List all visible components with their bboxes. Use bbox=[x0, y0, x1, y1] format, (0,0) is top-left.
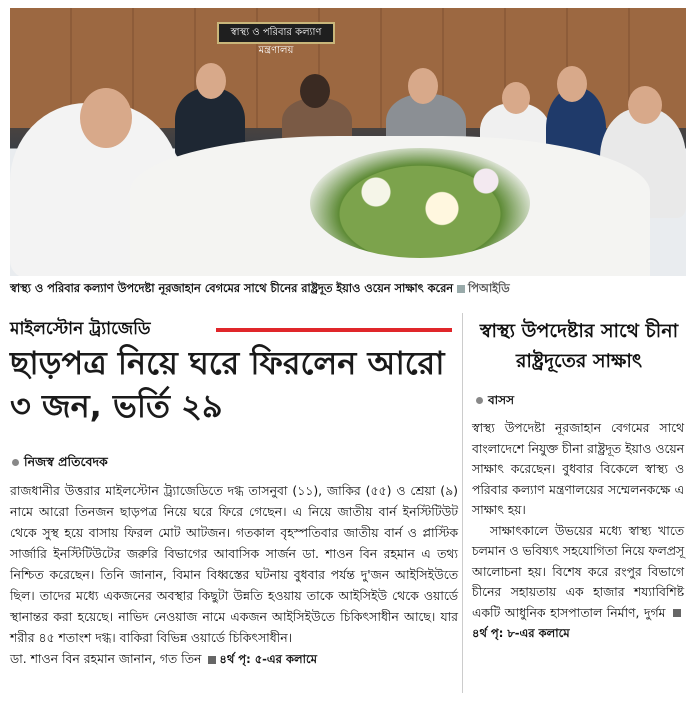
kicker-rule bbox=[216, 328, 452, 332]
news-photo bbox=[10, 8, 686, 276]
side-jump-link[interactable]: ৪র্থ পৃ: ৮-এর কলামে bbox=[472, 626, 570, 640]
main-story-body bbox=[10, 480, 458, 670]
photo-banner: স্বাস্থ্য ও পরিবার কল্যাণ মন্ত্রণালয় bbox=[217, 22, 335, 44]
photo-head bbox=[80, 88, 132, 148]
story-kicker: মাইলস্টোন ট্র্যাজেডি bbox=[10, 319, 151, 339]
reporter-line bbox=[12, 454, 108, 474]
square-icon bbox=[673, 609, 681, 617]
photo-head bbox=[502, 82, 530, 114]
photo-caption bbox=[10, 281, 686, 297]
side-paragraph-2 bbox=[472, 521, 684, 644]
side-agency-line bbox=[476, 392, 514, 412]
caption-text: স্বাস্থ্য ও পরিবার কল্যাণ উপদেষ্টা নূরজাহান বেগমের সাথে চীনের রাষ্ট্রদূত ইয়াও ওয়েন সাক্ষাৎ করেন bbox=[10, 282, 454, 295]
flower-arrangement bbox=[310, 148, 530, 258]
photo-head bbox=[408, 68, 438, 104]
photo-head bbox=[196, 63, 226, 99]
main-jump-link[interactable]: ৪র্থ পৃ: ৫-এর কলামে bbox=[219, 652, 317, 666]
last-line-text: ডা. শাওন বিন রহমান জানান, গত তিন bbox=[10, 651, 202, 666]
main-headline: ছাড়পত্র নিয়ে ঘরে ফিরলেন আরো ৩ জন, ভর্তি ২৯ bbox=[10, 344, 445, 425]
bullet-icon bbox=[12, 459, 19, 466]
bullet-icon bbox=[476, 397, 483, 404]
side-headline: স্বাস্থ্য উপদেষ্টার সাথে চীনা রাষ্ট্রদূতের সাক্ষাৎ bbox=[479, 320, 679, 372]
square-icon bbox=[208, 656, 216, 664]
agency-name: বাসস bbox=[488, 393, 515, 407]
photo-head bbox=[300, 74, 330, 108]
side-story-body bbox=[472, 418, 684, 644]
main-story-paragraph: রাজধানীর উত্তরার মাইলস্টোন ট্র্যাজেডিতে দগ্ধ তাসনুবা (১১), জাকির (৫৫) ও শ্রেয়া (৯) নামে আরো তিনজন ছাড়পত্র নিয়ে ঘরে ফিরে গেছেন। এ নিয়ে জাতীয় বার্ন ইনস্টিটিউট থেকে সুস্থ হয়ে বাসায় ফিরল মোট আটজন। গতকাল বৃহস্পতিবার জাতীয় বার্ন ও প্লাস্টিক সার্জারি ইনস্টিটিউটের জরুরি বিভাগের আবাসিক সার্জন ডা. শাওন বিন রহমান এ তথ্য নিশ্চিত করেছেন। তিনি জানান, বিমান বিধ্বস্তের ঘটনায় বুধবার পর্যন্ত দু'জন আইসিইউতে ছিল। তাদের মধ্যে একজনের অবস্থার কিছুটা উন্নতি হওয়ায় তাকে আইসিইউ থেকে ওয়ার্ডে স্থানান্তর করা হয়েছে। নাভিদ নেওয়াজ নামে একজন আইসিইউতে চিকিৎসাধীন আছে। যার শরীর ৪৫ শতাংশ দগ্ধ। বাকিরা বিভিন্ন ওয়ার্ডে চিকিৎসাধীন। bbox=[10, 483, 458, 645]
photo-head bbox=[628, 86, 662, 124]
square-icon bbox=[457, 285, 465, 293]
photo-credit: পিআইডি bbox=[468, 282, 510, 295]
side-paragraph-2-text: সাক্ষাৎকালে উভয়ের মধ্যে স্বাস্থ্য খাতে চলমান ও ভবিষ্যৎ সহযোগিতা নিয়ে ফলপ্রসূ আলোচনা হয়। বিশেষ করে রংপুর বিভাগে চীনের সহায়তায় এক হাজার শয্যাবিশিষ্ট একটি আধুনিক হাসপাতাল নির্মাণ, দুর্গম bbox=[472, 523, 684, 620]
photo-head bbox=[557, 66, 587, 102]
main-story-last-line bbox=[10, 648, 458, 670]
reporter-name: নিজস্ব প্রতিবেদক bbox=[24, 454, 108, 469]
column-divider bbox=[462, 313, 463, 693]
side-paragraph-1: স্বাস্থ্য উপদেষ্টা নূরজাহান বেগমের সাথে বাংলাদেশে নিযুক্ত চীনা রাষ্ট্রদূত ইয়াও ওয়েন সাক্ষাৎ করেছেন। বুধবার বিকেলে স্বাস্থ্য ও পরিবার কল্যাণ মন্ত্রণালয়ের সম্মেলনকক্ষে এ সাক্ষাৎ হয়। bbox=[472, 421, 684, 517]
